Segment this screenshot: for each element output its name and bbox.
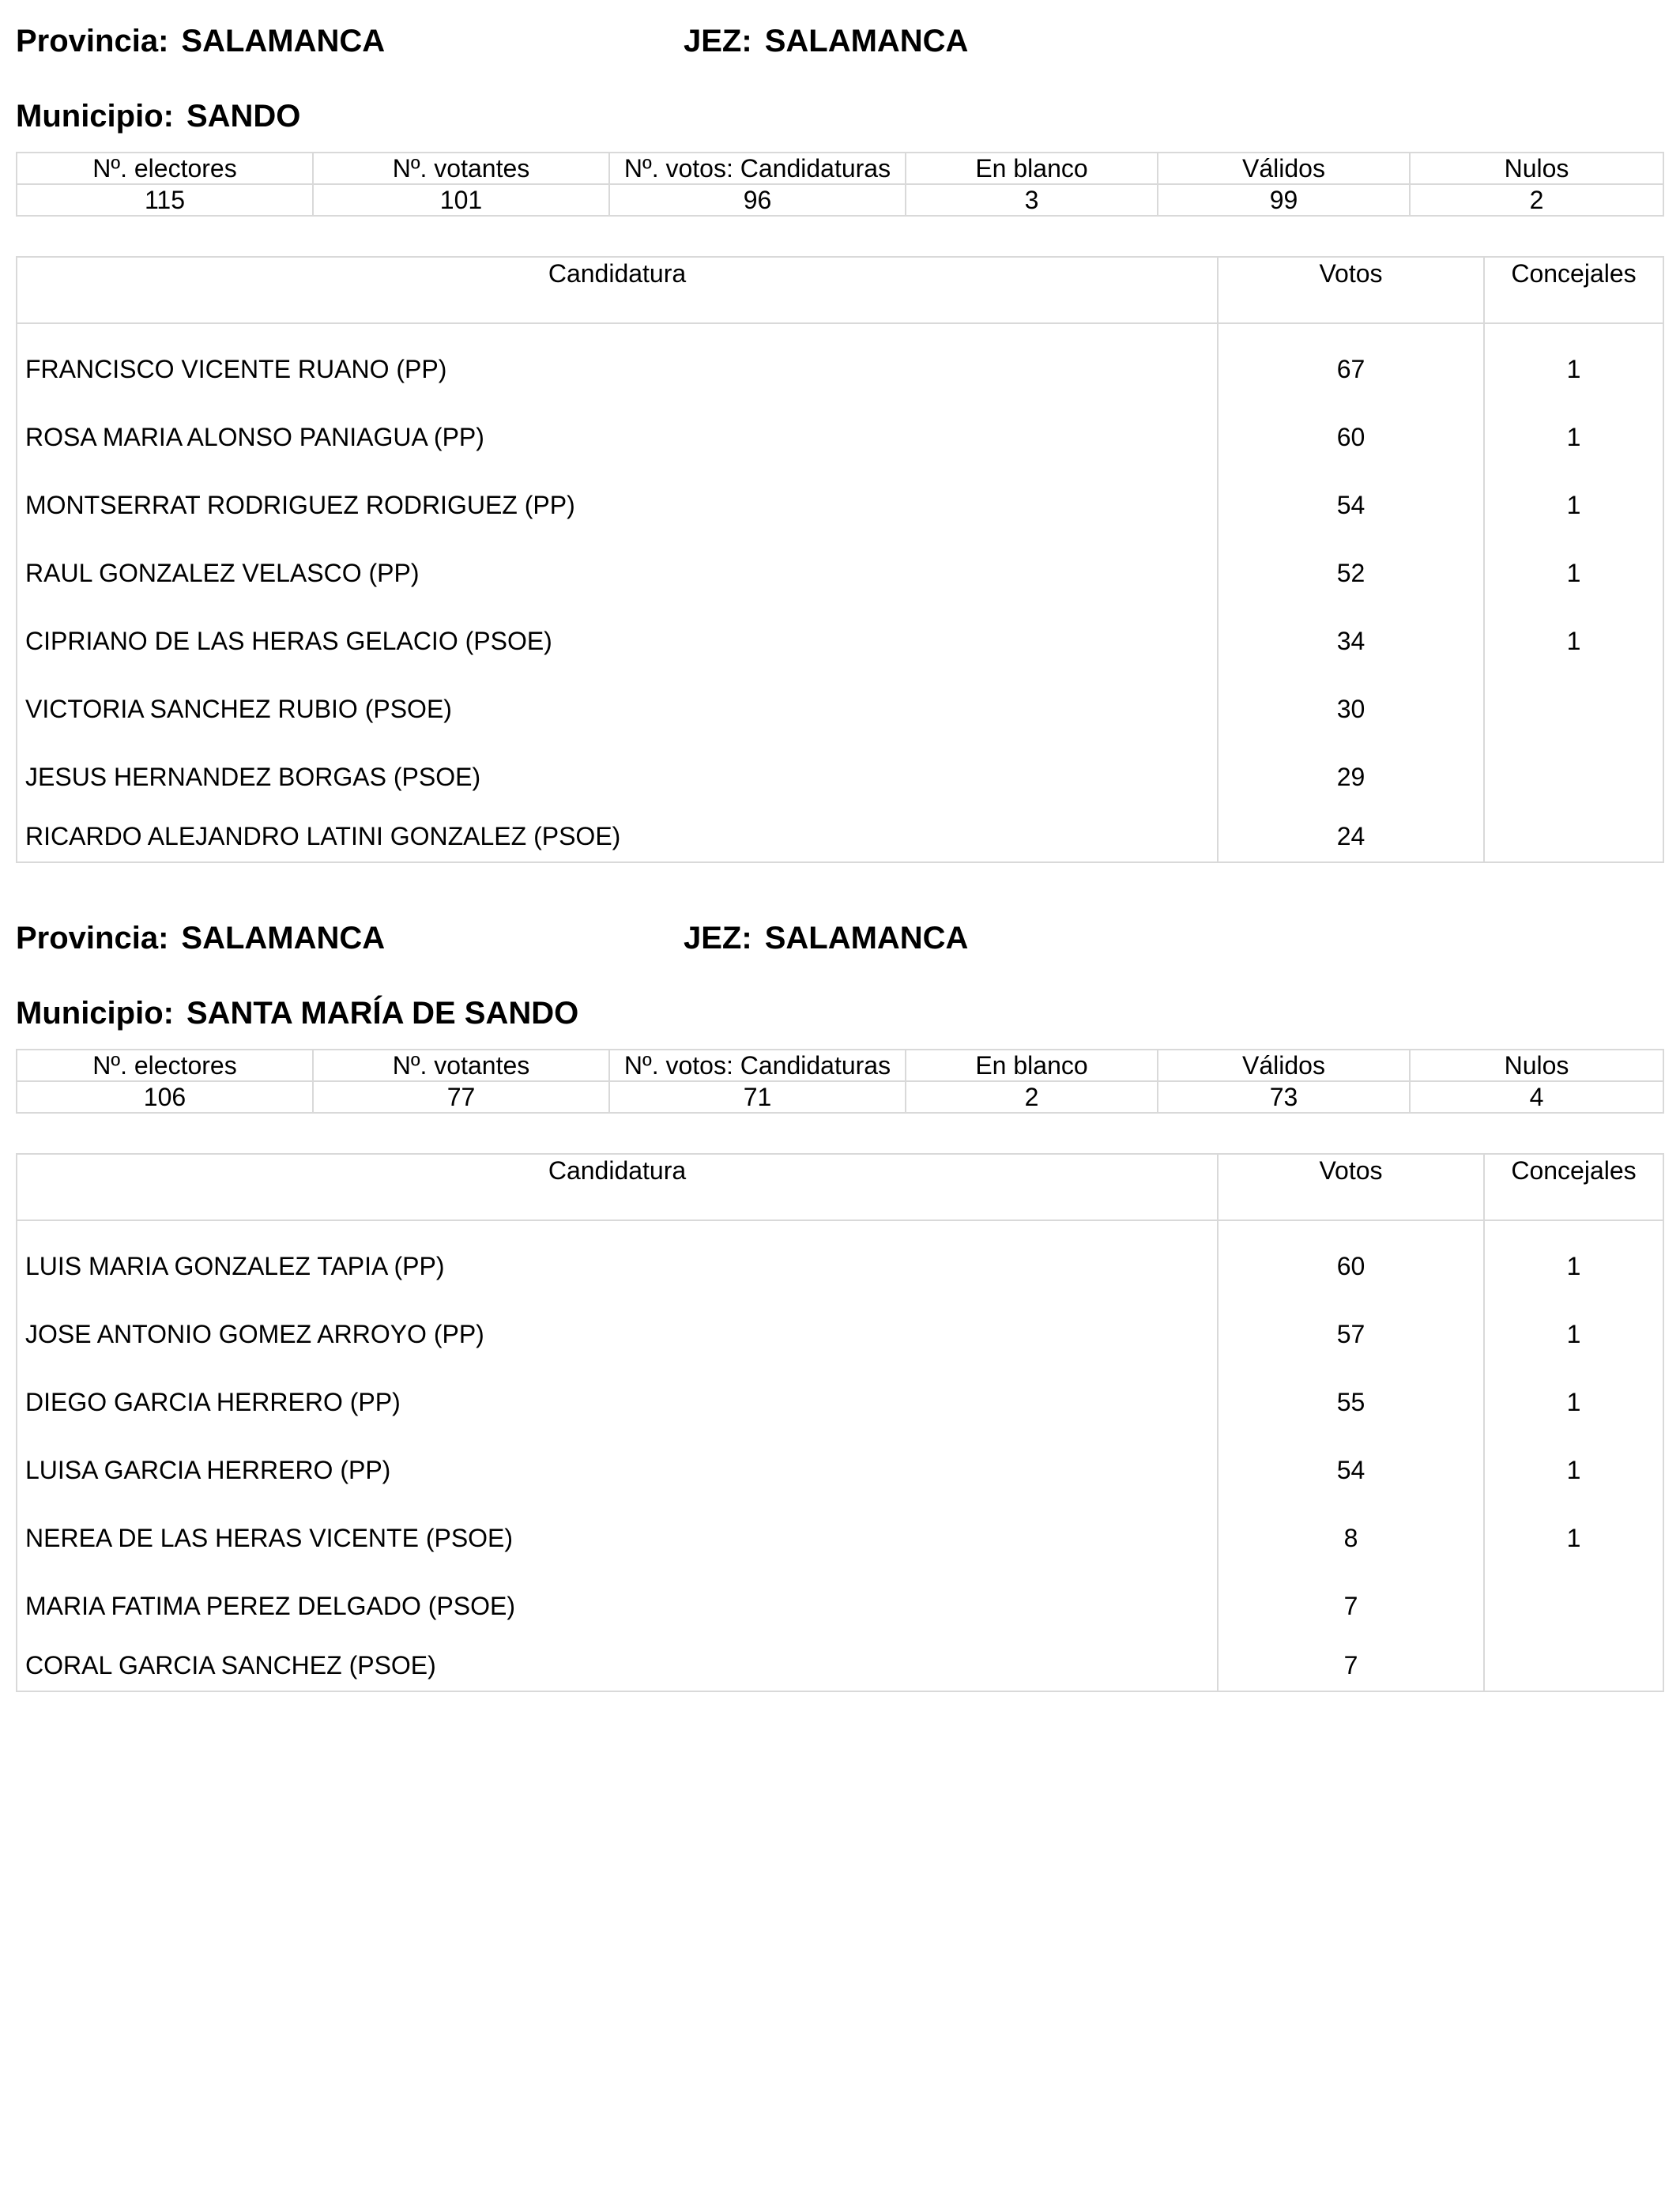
summary-header-cell: Nulos [1410,1050,1663,1081]
municipio-section-1 [16,0,1663,881]
summary-value-cell: 101 [313,184,609,216]
candidate-votes: 7 [1218,1640,1484,1691]
candidate-votes: 54 [1218,1436,1484,1504]
table-row [17,539,1663,607]
summary-value-cell: 73 [1158,1081,1410,1113]
summary-value-cell: 77 [313,1081,609,1113]
provincia-header [16,24,385,59]
concejales-header: Concejales [1484,257,1663,323]
municipio-header [16,99,300,134]
candidate-name: RICARDO ALEJANDRO LATINI GONZALEZ (PSOE) [17,811,1218,862]
table-row [17,1504,1663,1572]
candidate-name: MONTSERRAT RODRIGUEZ RODRIGUEZ (PP) [17,471,1218,539]
candidate-seats: 1 [1484,1504,1663,1572]
candidate-votes: 60 [1218,403,1484,471]
jez-value: SALAMANCA [764,24,969,58]
votos-header: Votos [1218,1154,1484,1220]
summary-header-cell: Nº. votos: Candidaturas [609,153,906,184]
candidates-header-row [17,1154,1663,1220]
table-row [17,1368,1663,1436]
table-row [17,1572,1663,1640]
table-row [17,1220,1663,1300]
candidate-seats: 1 [1484,1220,1663,1300]
candidate-name: FRANCISCO VICENTE RUANO (PP) [17,323,1218,403]
candidate-seats: 1 [1484,1368,1663,1436]
candidates-header-row [17,257,1663,323]
provincia-value: SALAMANCA [181,921,386,956]
candidate-name: LUISA GARCIA HERRERO (PP) [17,1436,1218,1504]
summary-header-cell: Nulos [1410,153,1663,184]
jez-header [684,24,968,59]
concejales-header: Concejales [1484,1154,1663,1220]
table-row [17,471,1663,539]
summary-value-cell: 4 [1410,1081,1663,1113]
candidate-seats: 1 [1484,1436,1663,1504]
candidate-votes: 60 [1218,1220,1484,1300]
candidate-seats: 1 [1484,323,1663,403]
candidate-seats [1484,743,1663,811]
candidate-seats: 1 [1484,403,1663,471]
candidate-name: CORAL GARCIA SANCHEZ (PSOE) [17,1640,1218,1691]
summary-value-cell: 99 [1158,184,1410,216]
table-row [17,403,1663,471]
provincia-label: Provincia: [16,24,169,58]
municipio-label: Municipio: [16,996,174,1031]
candidate-votes: 57 [1218,1300,1484,1368]
summary-value-cell: 115 [17,184,313,216]
candidate-name: LUIS MARIA GONZALEZ TAPIA (PP) [17,1220,1218,1300]
summary-header-row [17,1050,1663,1081]
provincia-label: Provincia: [16,921,169,956]
summary-value-cell: 2 [1410,184,1663,216]
municipio-header [16,996,578,1031]
candidate-seats [1484,1572,1663,1640]
summary-header-cell: Nº. votantes [313,153,609,184]
candidate-name: JESUS HERNANDEZ BORGAS (PSOE) [17,743,1218,811]
summary-header-cell: Nº. votantes [313,1050,609,1081]
candidate-seats: 1 [1484,539,1663,607]
candidate-votes: 54 [1218,471,1484,539]
table-row [17,1300,1663,1368]
summary-table [16,152,1664,217]
candidatura-header: Candidatura [17,257,1218,323]
candidate-votes: 30 [1218,675,1484,743]
table-row [17,607,1663,675]
table-row [17,323,1663,403]
candidate-name: CIPRIANO DE LAS HERAS GELACIO (PSOE) [17,607,1218,675]
provincia-value: SALAMANCA [181,24,386,58]
summary-header-cell: Nº. electores [17,1050,313,1081]
candidate-votes: 29 [1218,743,1484,811]
table-row [17,1640,1663,1691]
candidate-name: JOSE ANTONIO GOMEZ ARROYO (PP) [17,1300,1218,1368]
jez-header [684,921,968,956]
municipio-value: SANTA MARÍA DE SANDO [186,996,579,1031]
candidate-votes: 8 [1218,1504,1484,1572]
candidate-votes: 52 [1218,539,1484,607]
municipio-label: Municipio: [16,99,174,134]
summary-header-cell: Válidos [1158,1050,1410,1081]
candidate-name: ROSA MARIA ALONSO PANIAGUA (PP) [17,403,1218,471]
municipio-section-2 [16,897,1663,1735]
candidate-seats: 1 [1484,1300,1663,1368]
summary-header-row [17,153,1663,184]
summary-header-cell: Nº. electores [17,153,313,184]
summary-header-cell: Válidos [1158,153,1410,184]
candidate-votes: 67 [1218,323,1484,403]
summary-header-cell: En blanco [906,153,1158,184]
provincia-header [16,921,385,956]
jez-label: JEZ: [684,24,752,58]
summary-header-cell: En blanco [906,1050,1158,1081]
jez-label: JEZ: [684,921,752,956]
candidate-name: VICTORIA SANCHEZ RUBIO (PSOE) [17,675,1218,743]
summary-value-row [17,1081,1663,1113]
candidate-seats [1484,811,1663,862]
summary-value-row [17,184,1663,216]
summary-value-cell: 2 [906,1081,1158,1113]
candidate-name: DIEGO GARCIA HERRERO (PP) [17,1368,1218,1436]
candidate-votes: 7 [1218,1572,1484,1640]
candidate-seats: 1 [1484,607,1663,675]
summary-value-cell: 106 [17,1081,313,1113]
table-row [17,743,1663,811]
candidates-table [16,256,1664,863]
table-row [17,675,1663,743]
candidate-votes: 34 [1218,607,1484,675]
summary-header-cell: Nº. votos: Candidaturas [609,1050,906,1081]
table-row [17,1436,1663,1504]
summary-value-cell: 96 [609,184,906,216]
candidate-seats: 1 [1484,471,1663,539]
candidate-votes: 55 [1218,1368,1484,1436]
summary-value-cell: 71 [609,1081,906,1113]
candidate-name: NEREA DE LAS HERAS VICENTE (PSOE) [17,1504,1218,1572]
candidate-name: MARIA FATIMA PEREZ DELGADO (PSOE) [17,1572,1218,1640]
table-row [17,811,1663,862]
candidatura-header: Candidatura [17,1154,1218,1220]
summary-table [16,1049,1664,1114]
summary-value-cell: 3 [906,184,1158,216]
candidate-seats [1484,1640,1663,1691]
votos-header: Votos [1218,257,1484,323]
municipio-value: SANDO [186,99,301,134]
candidate-votes: 24 [1218,811,1484,862]
candidates-table [16,1153,1664,1692]
jez-value: SALAMANCA [764,921,969,956]
candidate-name: RAUL GONZALEZ VELASCO (PP) [17,539,1218,607]
candidate-seats [1484,675,1663,743]
